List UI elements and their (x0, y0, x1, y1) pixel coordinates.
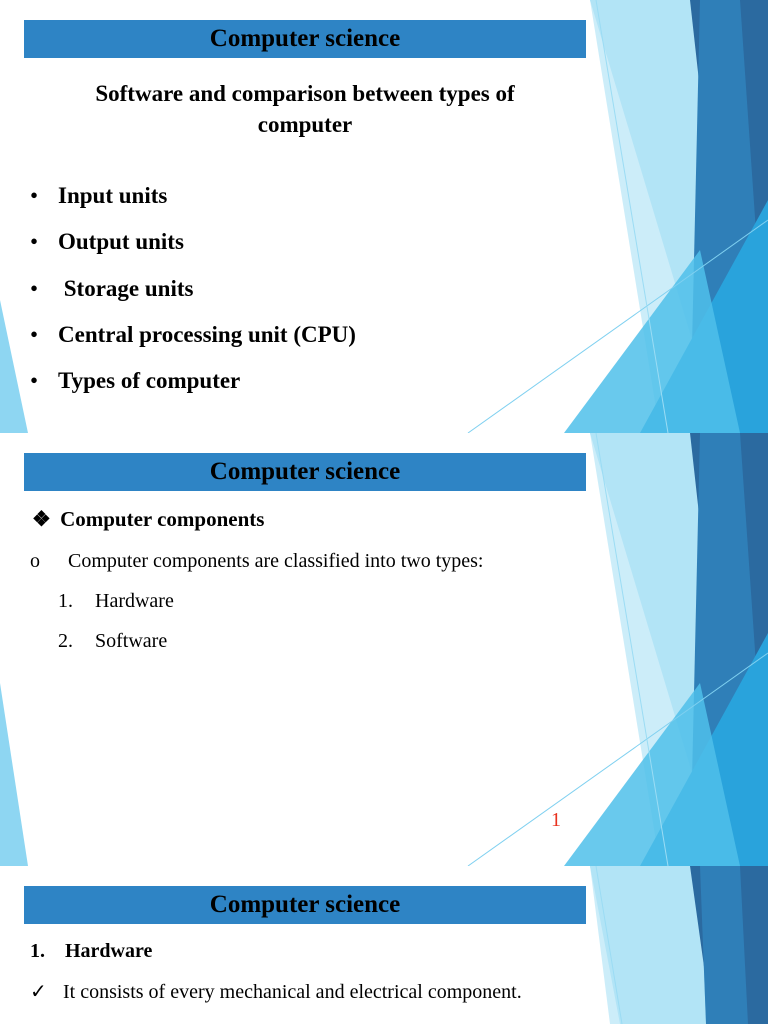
page-number: 1 (551, 809, 561, 831)
slide-2 (0, 433, 768, 866)
list-item-text: Input units (58, 183, 168, 208)
check-item (30, 980, 522, 1004)
slide-title: Computer science (24, 20, 586, 58)
list-item (30, 275, 356, 321)
section-heading-text: Hardware (65, 940, 153, 962)
slide-title: Computer science (24, 886, 586, 924)
circle-bullet-icon: o (30, 550, 40, 572)
topic-list (30, 182, 356, 413)
bullet-icon: • (30, 229, 39, 255)
list-item (58, 589, 174, 613)
heading-number: 1. (30, 940, 45, 962)
slide-1 (0, 0, 768, 433)
intro-line (30, 549, 483, 573)
list-number: 2. (58, 630, 73, 652)
list-number: 1. (58, 590, 73, 612)
list-item-text: Software (95, 630, 168, 652)
diamond-bullet-icon: ❖ (32, 507, 51, 531)
slide-subtitle: Software and comparison between types of computer (95, 81, 515, 137)
slide-3 (0, 866, 768, 1024)
bullet-icon: • (30, 183, 39, 208)
list-item-text: Storage units (58, 275, 194, 301)
bullet-icon: • (30, 321, 39, 347)
list-item (58, 629, 167, 653)
list-item-text: Hardware (95, 590, 174, 612)
section-heading-text: Computer components (60, 507, 265, 531)
slide-title: Computer science (24, 453, 586, 491)
list-item (30, 228, 356, 274)
bullet-icon: • (30, 275, 39, 301)
list-item-text: Central processing unit (CPU) (58, 321, 356, 347)
list-item (30, 182, 356, 228)
list-item-text: Types of computer (58, 368, 241, 394)
intro-text: Computer components are classified into two types: (68, 550, 484, 572)
list-item (30, 321, 356, 367)
section-heading (32, 507, 264, 531)
check-item-text: It consists of every mechanical and electrical component. (63, 981, 522, 1003)
bullet-icon: • (30, 368, 39, 394)
checkmark-icon: ✓ (30, 981, 47, 1003)
list-item (30, 367, 356, 413)
list-item-text: Output units (58, 229, 184, 255)
section-heading (30, 939, 152, 963)
